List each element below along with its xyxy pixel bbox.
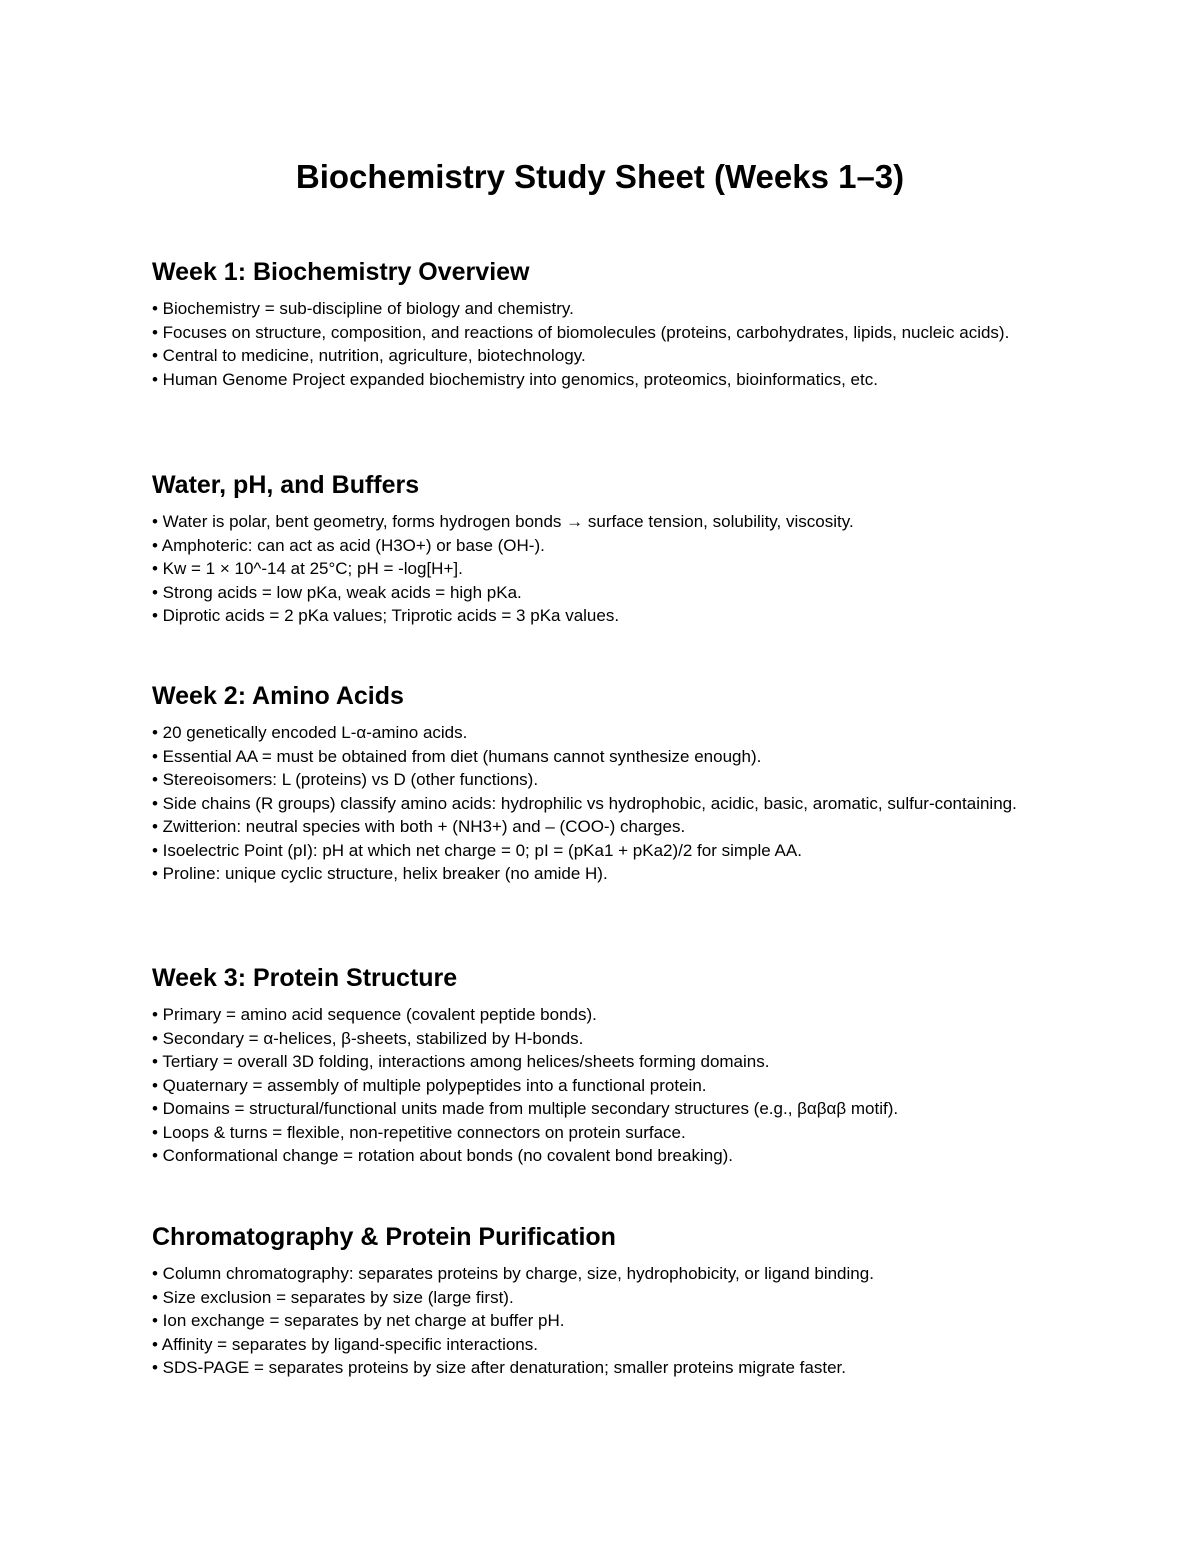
list-item: • Kw = 1 × 10^-14 at 25°C; pH = -log[H+]. <box>152 559 463 578</box>
list-item: • Diprotic acids = 2 pKa values; Triprotic acids = 3 pKa values. <box>152 606 620 625</box>
list-item: • Domains = structural/functional units made from multiple secondary structures (e.g., βαβαβ motif). <box>152 1099 899 1118</box>
section-week-2-amino-acids <box>152 680 1032 886</box>
section-week-1-overview <box>152 256 1032 391</box>
bullet-list <box>152 1262 1032 1380</box>
list-item: • Affinity = separates by ligand-specific interactions. <box>152 1334 538 1354</box>
bullet-list <box>152 297 1032 391</box>
section-heading: Week 2: Amino Acids <box>152 682 404 710</box>
list-item: • Essential AA = must be obtained from diet (humans cannot synthesize enough). <box>152 746 762 766</box>
list-item: • Strong acids = low pKa, weak acids = high pKa. <box>152 582 522 602</box>
list-item: • Water is polar, bent geometry, forms hydrogen bonds → surface tension, solubility, viscosity. <box>152 512 854 531</box>
section-week-3-protein-structure <box>152 962 1032 1168</box>
section-chromatography-purification <box>152 1221 1032 1380</box>
list-item: • Tertiary = overall 3D folding, interactions among helices/sheets forming domains. <box>152 1052 770 1071</box>
list-item: • Biochemistry = sub-discipline of biology and chemistry. <box>152 299 574 318</box>
bullet-list <box>152 1003 1032 1168</box>
page-title: Biochemistry Study Sheet (Weeks 1–3) <box>295 158 905 195</box>
list-item: • Ion exchange = separates by net charge at buffer pH. <box>152 1311 565 1330</box>
list-item: • Loops & turns = flexible, non-repetitive connectors on protein surface. <box>152 1122 686 1142</box>
list-item: • Focuses on structure, composition, and reactions of biomolecules (proteins, carbohydrates, lipids, nucleic acids). <box>152 322 1010 342</box>
bullet-list <box>152 721 1032 886</box>
list-item: • Primary = amino acid sequence (covalent peptide bonds). <box>152 1005 597 1024</box>
list-item: • Zwitterion: neutral species with both + (NH3+) and – (COO-) charges. <box>152 817 686 836</box>
section-heading: Week 1: Biochemistry Overview <box>152 258 530 286</box>
list-item: • Human Genome Project expanded biochemistry into genomics, proteomics, bioinformatics, etc. <box>152 369 878 389</box>
list-item: • 20 genetically encoded L-α-amino acids. <box>152 723 468 742</box>
list-item: • Stereoisomers: L (proteins) vs D (other functions). <box>152 770 539 789</box>
list-item: • Side chains (R groups) classify amino acids: hydrophilic vs hydrophobic, acidic, basic, aromatic, sulfur-containing. <box>152 793 1017 813</box>
list-item: • Size exclusion = separates by size (large first). <box>152 1287 514 1307</box>
list-item: • Proline: unique cyclic structure, helix breaker (no amide H). <box>152 864 608 883</box>
list-item: • SDS-PAGE = separates proteins by size after denaturation; smaller proteins migrate faster. <box>152 1358 846 1377</box>
list-item: • Quaternary = assembly of multiple polypeptides into a functional protein. <box>152 1075 707 1095</box>
list-item: • Conformational change = rotation about bonds (no covalent bond breaking). <box>152 1146 734 1165</box>
section-water-ph-buffers <box>152 469 1032 628</box>
section-heading: Week 3: Protein Structure <box>152 964 458 992</box>
section-heading: Water, pH, and Buffers <box>152 471 420 499</box>
bullet-list <box>152 510 1032 628</box>
list-item: • Amphoteric: can act as acid (H3O+) or base (OH-). <box>152 535 545 555</box>
list-item: • Secondary = α-helices, β-sheets, stabilized by H-bonds. <box>152 1028 584 1048</box>
section-heading: Chromatography & Protein Purification <box>152 1223 616 1251</box>
list-item: • Central to medicine, nutrition, agriculture, biotechnology. <box>152 346 586 365</box>
list-item: • Isoelectric Point (pI): pH at which net charge = 0; pI = (pKa1 + pKa2)/2 for simple AA. <box>152 840 802 860</box>
list-item: • Column chromatography: separates proteins by charge, size, hydrophobicity, or ligand binding. <box>152 1264 874 1283</box>
